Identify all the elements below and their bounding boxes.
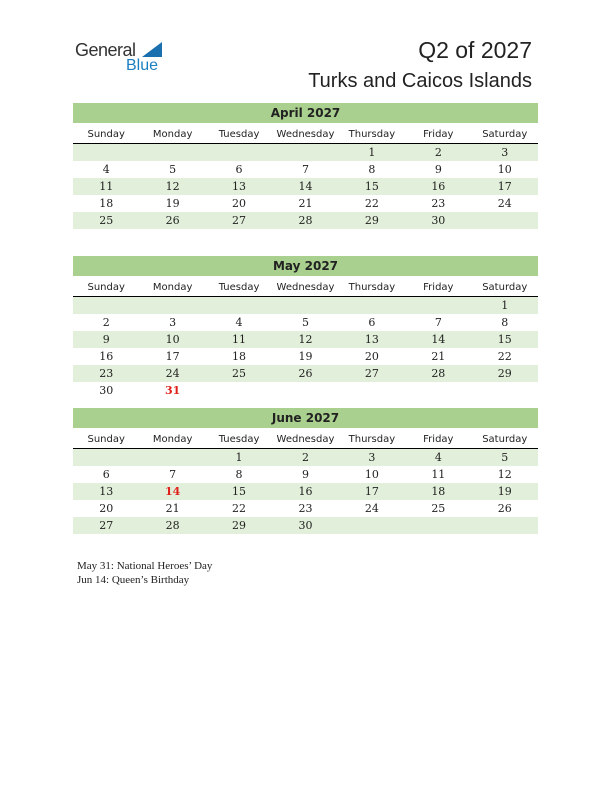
logo-triangle-icon	[142, 42, 162, 57]
day-cell: 8	[235, 468, 243, 481]
day-cell: 6	[235, 163, 243, 176]
day-cell: 29	[364, 214, 379, 227]
day-cell: 5	[301, 316, 309, 329]
day-cell: 30	[99, 384, 114, 397]
day-cell: 7	[169, 468, 177, 481]
day-cell: 2	[434, 146, 442, 159]
holiday-notes	[77, 559, 212, 587]
day-cell: 18	[431, 485, 446, 498]
day-cell: 30	[298, 519, 313, 532]
weekday-label: Friday	[423, 282, 454, 293]
empty-day-cell	[139, 449, 205, 466]
weekday-label: Friday	[423, 434, 454, 445]
day-cell: 21	[431, 350, 446, 363]
day-cell: 13	[232, 180, 247, 193]
day-cell: 29	[232, 519, 247, 532]
day-cell: 19	[165, 197, 180, 210]
day-cell: 12	[298, 333, 313, 346]
day-cell: 9	[434, 163, 442, 176]
empty-day-cell	[405, 517, 471, 534]
day-cell: 16	[298, 485, 313, 498]
day-cell: 13	[99, 485, 114, 498]
day-cell: 29	[497, 367, 512, 380]
weekday-header-row	[73, 431, 538, 449]
day-cell: 4	[434, 451, 442, 464]
day-cell: 11	[431, 468, 446, 481]
day-cell: 3	[368, 451, 376, 464]
day-cell: 28	[431, 367, 446, 380]
month-title: April 2027	[73, 103, 538, 123]
day-cell: 5	[501, 451, 509, 464]
day-cell: 28	[298, 214, 313, 227]
day-cell: 3	[501, 146, 509, 159]
month-title: May 2027	[73, 256, 538, 276]
empty-day-cell	[73, 144, 139, 161]
month-title: June 2027	[73, 408, 538, 428]
day-cell: 27	[232, 214, 247, 227]
day-cell: 9	[301, 468, 309, 481]
month-calendar	[73, 256, 538, 399]
page-subtitle: Turks and Caicos Islands	[308, 70, 532, 92]
day-cell: 11	[232, 333, 247, 346]
empty-day-cell	[139, 297, 205, 314]
empty-day-cell	[73, 297, 139, 314]
weekday-label: Tuesday	[218, 434, 260, 445]
week-row	[73, 466, 538, 483]
weekday-label: Saturday	[482, 129, 528, 140]
weekday-label: Sunday	[87, 282, 125, 293]
day-cell: 8	[501, 316, 509, 329]
weekday-label: Monday	[152, 129, 193, 140]
week-row	[73, 178, 538, 195]
day-cell: 15	[497, 333, 512, 346]
week-row	[73, 297, 538, 314]
day-cell: 4	[102, 163, 110, 176]
weekday-header-row	[73, 279, 538, 297]
weekday-header-row	[73, 126, 538, 144]
week-row	[73, 161, 538, 178]
day-cell: 24	[165, 367, 180, 380]
day-cell: 2	[102, 316, 110, 329]
day-cell: 28	[165, 519, 180, 532]
month-calendar	[73, 408, 538, 534]
day-cell: 3	[169, 316, 177, 329]
day-cell: 9	[102, 333, 110, 346]
day-cell: 26	[497, 502, 512, 515]
day-cell: 26	[298, 367, 313, 380]
day-cell: 1	[368, 146, 376, 159]
week-row	[73, 517, 538, 534]
day-cell: 12	[165, 180, 180, 193]
holiday-note: May 31: National Heroes’ Day	[77, 560, 213, 572]
empty-day-cell	[339, 297, 405, 314]
week-row	[73, 483, 538, 500]
empty-day-cell	[339, 382, 405, 399]
empty-day-cell	[472, 382, 538, 399]
weekday-label: Monday	[152, 282, 193, 293]
day-cell: 10	[364, 468, 379, 481]
empty-day-cell	[139, 144, 205, 161]
empty-day-cell	[272, 144, 338, 161]
week-row	[73, 212, 538, 229]
day-cell: 14	[431, 333, 446, 346]
day-cell: 19	[497, 485, 512, 498]
day-cell: 15	[232, 485, 247, 498]
week-row	[73, 382, 538, 399]
weekday-label: Wednesday	[276, 282, 335, 293]
day-cell: 6	[368, 316, 376, 329]
empty-day-cell	[73, 449, 139, 466]
week-row	[73, 314, 538, 331]
day-cell: 8	[368, 163, 376, 176]
day-cell: 15	[364, 180, 379, 193]
empty-day-cell	[206, 144, 272, 161]
day-cell: 24	[497, 197, 512, 210]
day-cell: 21	[298, 197, 313, 210]
logo-text-general: General	[75, 40, 136, 60]
day-cell: 6	[102, 468, 110, 481]
day-cell: 7	[434, 316, 442, 329]
day-cell: 4	[235, 316, 243, 329]
empty-day-cell	[206, 382, 272, 399]
weekday-label: Thursday	[348, 129, 396, 140]
empty-day-cell	[272, 297, 338, 314]
holiday-note: Jun 14: Queen’s Birthday	[77, 574, 190, 586]
weekday-label: Sunday	[87, 129, 125, 140]
day-cell: 24	[364, 502, 379, 515]
day-cell: 14	[164, 485, 181, 498]
day-cell: 20	[364, 350, 379, 363]
day-cell: 22	[364, 197, 379, 210]
day-cell: 31	[164, 384, 181, 397]
weekday-label: Sunday	[87, 434, 125, 445]
day-cell: 10	[497, 163, 512, 176]
empty-day-cell	[405, 297, 471, 314]
day-cell: 11	[99, 180, 114, 193]
day-cell: 27	[99, 519, 114, 532]
day-cell: 20	[99, 502, 114, 515]
week-row	[73, 500, 538, 517]
week-row	[73, 449, 538, 466]
empty-day-cell	[472, 517, 538, 534]
day-cell: 17	[165, 350, 180, 363]
day-cell: 23	[298, 502, 313, 515]
month-calendar	[73, 103, 538, 229]
weekday-label: Monday	[152, 434, 193, 445]
empty-day-cell	[206, 297, 272, 314]
day-cell: 13	[364, 333, 379, 346]
day-cell: 22	[232, 502, 247, 515]
weekday-label: Saturday	[482, 282, 528, 293]
day-cell: 17	[364, 485, 379, 498]
day-cell: 16	[99, 350, 114, 363]
weekday-label: Tuesday	[218, 282, 260, 293]
day-cell: 20	[232, 197, 247, 210]
empty-day-cell	[472, 212, 538, 229]
empty-day-cell	[339, 517, 405, 534]
empty-day-cell	[272, 382, 338, 399]
day-cell: 23	[431, 197, 446, 210]
day-cell: 5	[169, 163, 177, 176]
day-cell: 30	[431, 214, 446, 227]
weekday-label: Saturday	[482, 434, 528, 445]
day-cell: 16	[431, 180, 446, 193]
day-cell: 14	[298, 180, 313, 193]
week-row	[73, 195, 538, 212]
day-cell: 26	[165, 214, 180, 227]
week-row	[73, 331, 538, 348]
brand-logo	[75, 40, 175, 78]
empty-day-cell	[405, 382, 471, 399]
day-cell: 19	[298, 350, 313, 363]
logo-text-blue: Blue	[126, 57, 159, 74]
week-row	[73, 365, 538, 382]
day-cell: 2	[301, 451, 309, 464]
weekday-label: Friday	[423, 129, 454, 140]
day-cell: 18	[232, 350, 247, 363]
weekday-label: Thursday	[348, 282, 396, 293]
day-cell: 22	[497, 350, 512, 363]
page-title: Q2 of 2027	[418, 37, 532, 63]
day-cell: 21	[165, 502, 180, 515]
week-row	[73, 144, 538, 161]
weekday-label: Tuesday	[218, 129, 260, 140]
day-cell: 18	[99, 197, 114, 210]
weekday-label: Wednesday	[276, 129, 335, 140]
day-cell: 1	[235, 451, 243, 464]
day-cell: 23	[99, 367, 114, 380]
week-row	[73, 348, 538, 365]
day-cell: 7	[301, 163, 309, 176]
weekday-label: Wednesday	[276, 434, 335, 445]
day-cell: 12	[497, 468, 512, 481]
day-cell: 10	[165, 333, 180, 346]
day-cell: 1	[501, 299, 509, 312]
day-cell: 25	[232, 367, 247, 380]
day-cell: 25	[99, 214, 114, 227]
day-cell: 25	[431, 502, 446, 515]
day-cell: 17	[497, 180, 512, 193]
weekday-label: Thursday	[348, 434, 396, 445]
day-cell: 27	[364, 367, 379, 380]
